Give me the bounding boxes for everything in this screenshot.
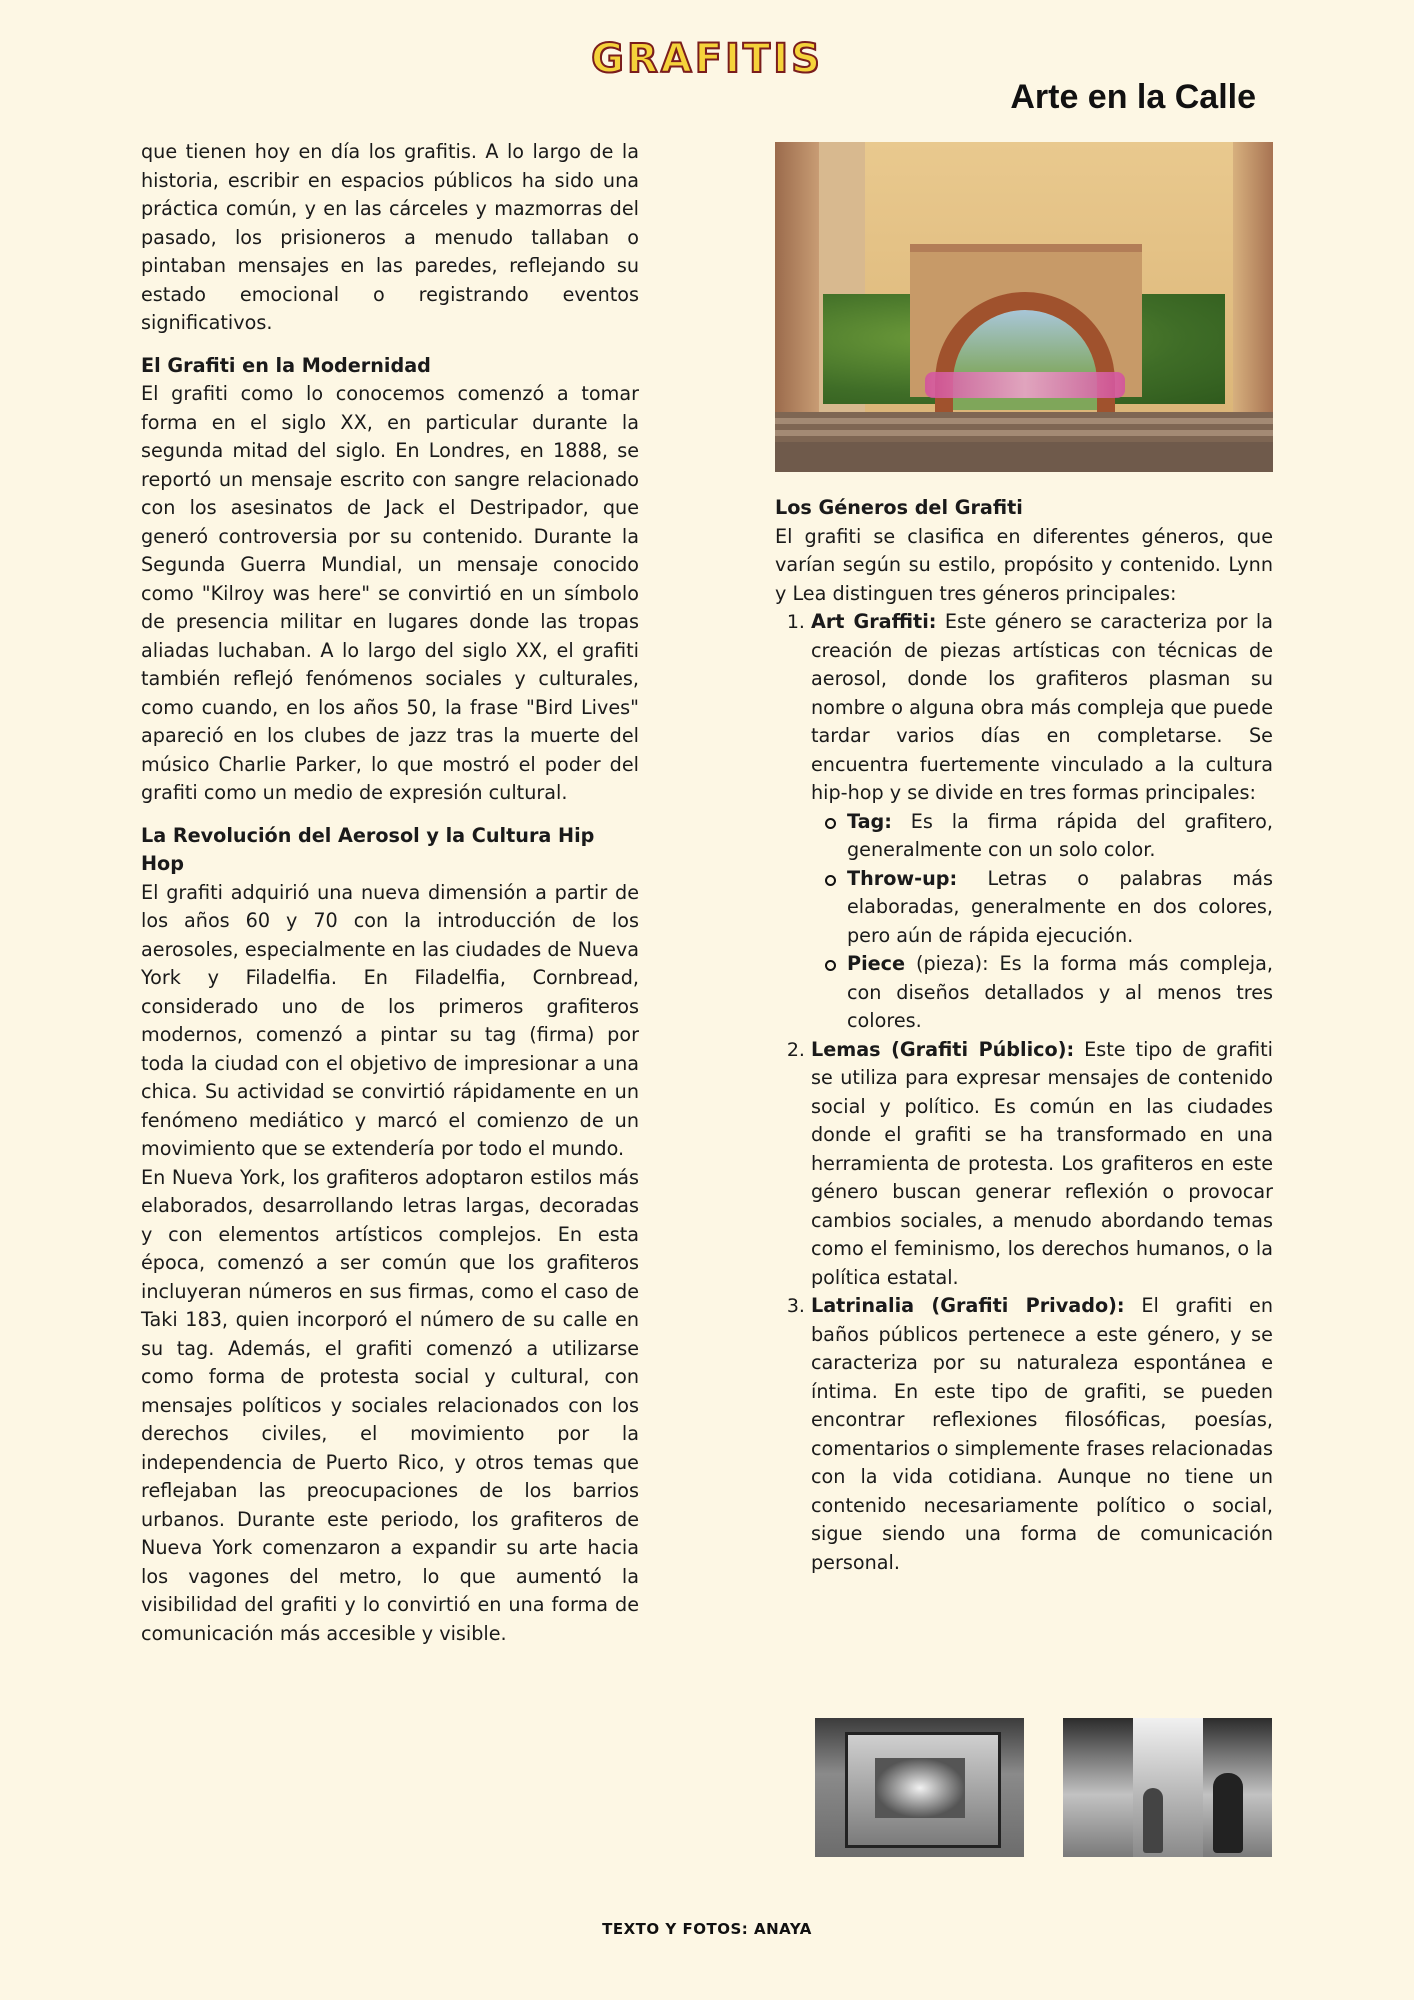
form-text-piece: (pieza): Es la forma más compleja, con diseños detallados y al menos tres colores. bbox=[847, 952, 1273, 1032]
right-column bbox=[775, 494, 1273, 1577]
genre-text-lemas: Este tipo de grafiti se utiliza para expresar mensajes de contenido social y político. Es común en las ciudades donde el grafiti se ha transformado en una herramienta de protesta. Los grafiteros en este género buscan generar reflexión o provocar cambios sociales, a menudo abordando temas como el feminismo, los derechos humanos, o la política estatal. bbox=[811, 1037, 1273, 1289]
form-title-piece: Piece bbox=[847, 952, 906, 975]
genre-item-latrinalia bbox=[811, 1292, 1273, 1577]
form-text-throw-up: Letras o palabras más elaboradas, generalmente en dos colores, pero aún de rápida ejecución. bbox=[847, 866, 1273, 947]
form-item-piece bbox=[847, 950, 1273, 1036]
magazine-title: GRAFITIS bbox=[591, 36, 823, 82]
genre-item-art-graffiti bbox=[811, 608, 1273, 1036]
genre-title-lemas: Lemas (Grafiti Público): bbox=[811, 1037, 1075, 1061]
form-text-tag: Es la firma rápida del grafitero, generalmente con un solo color. bbox=[847, 809, 1273, 861]
genre-text-latrinalia: El grafiti en baños públicos pertenece a este género, y se caracteriza por su naturaleza espontánea e íntima. En este tipo de grafiti, se pueden encontrar reflexiones filosóficas, poesías, comentarios o simplemente frases relacionadas con la vida cotidiana. Aunque no tiene un contenido necesariamente político o social, sigue siendo una forma de comunicación personal. bbox=[811, 1294, 1274, 1574]
left-column bbox=[141, 138, 639, 1648]
paragraph-modernidad: El grafiti como lo conocemos comenzó a tomar forma en el siglo XX, en particular durante la segunda mitad del siglo. En Londres, en 1888, se reportó un mensaje escrito con sangre relacionado con los asesinatos de Jack el Destripador, que generó controversia por su contenido. Durante la Segunda Guerra Mundial, un mensaje conocido como "Kilroy was here" se convirtió en un símbolo de presencia militar en lugares donde las tropas aliadas luchaban. A lo largo del siglo XX, el grafiti también reflejó fenómenos sociales y culturales, como cuando, en los años 50, la frase "Bird Lives" apareció en los clubes de jazz tras la muerte del músico Charlie Parker, lo que mostró el poder del grafiti como un medio de expresión cultural. bbox=[141, 382, 639, 804]
section-subtitle: Arte en la Calle bbox=[1010, 78, 1256, 116]
art-graffiti-forms-list bbox=[811, 808, 1273, 1036]
form-title-throw-up: Throw-up: bbox=[847, 866, 958, 890]
genre-title-latrinalia: Latrinalia (Grafiti Privado): bbox=[811, 1294, 1125, 1317]
form-title-tag: Tag: bbox=[847, 809, 892, 833]
form-item-tag bbox=[847, 808, 1273, 865]
form-item-throw-up bbox=[847, 865, 1273, 951]
genre-title-art-graffiti: Art Graffiti: bbox=[811, 610, 937, 633]
heading-revolucion-aerosol: La Revolución del Aerosol y la Cultura Hip Hop bbox=[141, 823, 595, 875]
street-scene-photo-right bbox=[1063, 1718, 1272, 1857]
photo-credit: TEXTO Y FOTOS: ANAYA bbox=[602, 1920, 812, 1938]
paragraph-generos-intro: El grafiti se clasifica en diferentes géneros, que varían según su estilo, propósito y contenido. Lynn y Lea distinguen tres géneros principales: bbox=[775, 524, 1273, 605]
genre-text-art-graffiti: Este género se caracteriza por la creación de piezas artísticas con técnicas de aerosol, donde los grafiteros plasman su nombre o alguna obra más compleja que puede tardar varios días en completarse. Se encuentra fuertemente vinculado a la cultura hip-hop y se divide en tres formas principales: bbox=[811, 610, 1273, 804]
street-art-photo-left bbox=[815, 1718, 1024, 1857]
paragraph-nueva-york: En Nueva York, los grafiteros adoptaron estilos más elaborados, desarrollando letras largas, decoradas y con elementos artísticos complejos. En esta época, comenzó a ser común que los grafiteros incluyeran números en sus firmas, como el caso de Taki 183, quien incorporó el número de su calle en su tag. Además, el grafiti comenzó a utilizarse como forma de protesta social y cultural, con mensajes políticos y sociales relacionados con los derechos civiles, el movimiento por la independencia de Puerto Rico, y otros temas que reflejaban las preocupaciones de los barrios urbanos. Durante este periodo, los grafiteros de Nueva York comenzaron a expandir su arte hacia los vagones del metro, lo que aumentó la visibilidad del grafiti y lo convirtió en una forma de comunicación más accesible y visible. bbox=[141, 1165, 639, 1645]
paragraph-intro: que tienen hoy en día los grafitis. A lo largo de la historia, escribir en espacios públicos ha sido una práctica común, y en las cárceles y mazmorras del pasado, los prisioneros a menudo tallaban o pintaban mensajes en las paredes, reflejando su estado emocional o registrando eventos significativos. bbox=[141, 140, 639, 334]
genres-list bbox=[775, 608, 1273, 1577]
genre-item-lemas bbox=[811, 1036, 1273, 1293]
mural-garden-arch-photo bbox=[775, 142, 1273, 472]
paragraph-aerosol: El grafiti adquirió una nueva dimensión a partir de los años 60 y 70 con la introducción de los aerosoles, especialmente en las ciudades de Nueva York y Filadelfia. En Filadelfia, Cornbread, considerado uno de los primeros grafiteros modernos, comenzó a pintar su tag (firma) por toda la ciudad con el objetivo de impresionar a una chica. Su actividad se convirtió rápidamente en un fenómeno mediático y marcó el comienzo de un movimiento que se extendería por todo el mundo. bbox=[141, 880, 639, 1160]
heading-generos: Los Géneros del Grafiti bbox=[775, 496, 1023, 519]
heading-modernidad: El Grafiti en la Modernidad bbox=[141, 353, 431, 377]
